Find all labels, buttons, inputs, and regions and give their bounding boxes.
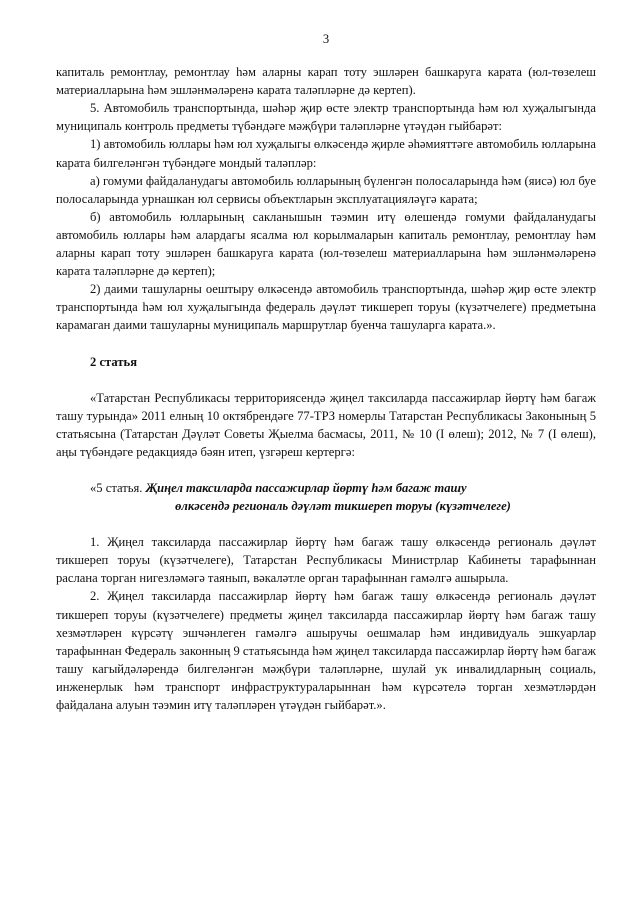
- amendment-intro: «Татарстан Республикасы территориясендә җиңел таксиларда пассажирлар йөртү һәм багаж ташу турында» 2011 елның 10 октябрендәге 77-ТРЗ номерлы Татарстан Республикасы Законының 5 статьясына (Татарстан Дәүләт Советы Җыелма басмасы, 2011, № 10 (I өлеш); 2012, № 7 (I өлеш), аңы түбәндәге редакциядә бәян итеп, үзгәреш кертергә:: [56, 390, 596, 459]
- article-prefix: «5 статья.: [90, 480, 143, 495]
- paragraph: 2) даими ташуларны оештыру өлкәсендә автомобиль транспортында, шәһәр җир өсте электр транспортында һәм юл хуҗалыгында федераль дәүләт тикшереп торуы (күзәтчелеге) предметына карамаган даими ташуларны муниципаль маршрутлар буенча ташуларга карата.».: [56, 282, 596, 333]
- article-title-line1: Җиңел таксиларда пассажирлар йөртү һәм багаж ташу: [145, 480, 467, 495]
- paragraph: 5. Автомобиль транспортында, шәһәр җир өсте электр транспортында һәм юл хуҗалыгында муниципаль контроль предметы түбәндәге мәҗбүри таләпләрне үтәүдән гыйбарәт:: [56, 101, 596, 134]
- article-item: 1. Җиңел таксиларда пассажирлар йөртү һәм багаж ташу өлкәсендә региональ дәүләт тикшереп торуы (күзәтчелеге), Татарстан Республикасы Министрлар Кабинеты тарафыннан раслана торган нигезләмәгә таянып, вәкаләтле орган тарафыннан гамәлгә ашырыла.: [56, 535, 596, 586]
- paragraph: капиталь ремонтлау, ремонтлау һәм аларны карап тоту эшләрен башкаруга карата (юл-төзелеш материалларына һәм эшләнмәләренә карата таләпләрне дә кертеп).: [56, 65, 596, 98]
- article-heading: [56, 479, 596, 497]
- paragraph: 1) автомобиль юллары һәм юл хуҗалыгы өлкәсендә җирле әһәмияттәге автомобиль юлларына карата билгеләнгән түбәндәге мондый таләпләр:: [56, 137, 596, 170]
- paragraph: а) гомуми файдаланудагы автомобиль юлларының бүленгән полосаларында һәм (яисә) юл буе полосаларында урнашкан юл сервисы объектларын эксплуатацияләүгә карата;: [56, 173, 596, 206]
- document-page: [56, 30, 596, 714]
- paragraph: б) автомобиль юлларының сакланышын тәэмин итү өлешендә гомуми файдаланудагы автомобиль юллары һәм алардагы ясалма юл корылмаларын капиталь ремонтлау, ремонтлау һәм аларны карап тоту эшләрен башкаруга карата (юл-төзелеш материалларына һәм эшләнмәләренә карата таләпләрне дә кертеп);: [56, 209, 596, 279]
- article-title-line2: өлкәсендә региональ дәүләт тикшереп торуы (күзәтчелеге): [175, 499, 511, 514]
- section-heading: 2 статья: [90, 354, 138, 369]
- page-number: 3: [322, 32, 330, 46]
- article-item: 2. Җиңел таксиларда пассажирлар йөртү һәм багаж ташу өлкәсендә региональ дәүләт тикшереп торуы (күзәтчелеге) предметы җиңел таксиларда пассажирлар йөртү һәм багаж ташу хезмәтләрен күрсәтү эшчәнлеген гамәлгә ашыручы оешмалар һәм индивидуаль эшкуарлар тарафыннан Федераль законның 9 статьясында һәм җиңел таксиларда пассажирлар йөртү һәм багаж ташу кагыйдәләрендә билгеләнгән мәҗбүри таләпләрне, шулай ук инвалидларның социаль, инженерлык һәм транспорт инфраструктураларыннан һәм күрсәтелә торган хезмәтләрдән файдалана алуын тәэмин итү таләпләрен үтәүдән гыйбарәт.».: [56, 589, 596, 712]
